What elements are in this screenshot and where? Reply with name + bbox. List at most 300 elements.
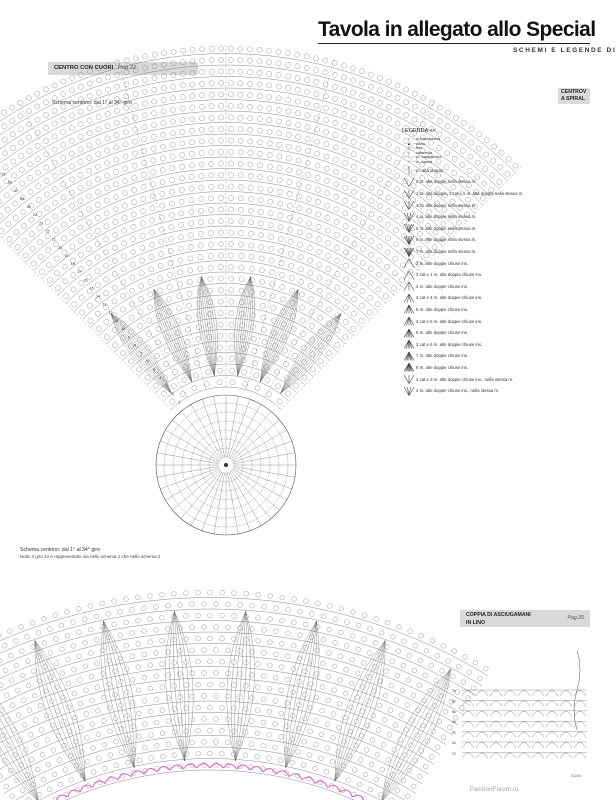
chain-loop <box>220 659 225 664</box>
chain-loop <box>285 654 290 659</box>
chain-loop <box>268 223 273 228</box>
chain-loop <box>238 649 243 654</box>
chain-loop <box>104 173 109 178</box>
chain-loop <box>43 87 48 92</box>
chain-loop <box>331 735 336 740</box>
chain-loop <box>114 96 119 101</box>
chain-loop <box>230 368 235 373</box>
edging-scallop <box>490 711 502 717</box>
chain-loop <box>248 127 253 132</box>
chain-loop <box>61 130 66 135</box>
chain-loop <box>396 649 401 654</box>
chain-loop <box>169 189 174 194</box>
highlight-edge <box>315 781 328 788</box>
chain-loop <box>62 236 67 241</box>
medallion-spoke <box>231 471 271 518</box>
chain-loop <box>450 674 455 679</box>
chain-loop <box>279 272 284 277</box>
chain-loop <box>137 734 142 739</box>
chain-loop <box>6 222 11 227</box>
chain-loop <box>171 72 176 77</box>
chain-loop <box>229 322 234 327</box>
chain-loop <box>38 703 43 708</box>
chain-loop <box>91 746 96 751</box>
chain-loop <box>90 722 95 727</box>
chain-loop <box>161 86 166 91</box>
chain-loop <box>124 106 129 111</box>
chain-loop <box>142 148 147 153</box>
chain-loop <box>342 173 347 178</box>
edging-scallop <box>560 722 572 728</box>
chain-loop <box>395 673 400 678</box>
chain-loop <box>412 91 417 96</box>
chain-loop <box>286 74 291 79</box>
chain-loop <box>244 661 249 666</box>
chain-loop <box>324 178 329 183</box>
chain-loop <box>169 201 174 206</box>
chain-loop <box>306 209 311 214</box>
chain-loop <box>251 336 256 341</box>
chain-loop <box>36 197 41 202</box>
chain-loop <box>193 373 198 378</box>
chain-loop <box>14 663 19 668</box>
chain-loop <box>78 225 83 230</box>
chain-loop <box>219 92 224 97</box>
chain-loop <box>139 258 144 263</box>
chain-loop <box>218 207 223 212</box>
chain-loop <box>369 84 374 89</box>
medallion-spoke <box>229 473 250 531</box>
chain-loop <box>368 280 373 285</box>
chain-loop <box>395 788 400 793</box>
chain-loop <box>78 160 83 165</box>
chain-loop <box>277 399 282 404</box>
chain-loop <box>301 763 306 768</box>
chain-loop <box>52 108 57 113</box>
chain-loop <box>316 237 321 242</box>
chain-loop <box>324 770 329 775</box>
chain-loop <box>136 618 141 623</box>
chain-loop <box>129 301 134 306</box>
chain-loop <box>187 279 192 284</box>
chain-loop <box>368 72 373 77</box>
chain-loop <box>44 139 49 144</box>
chain-loop <box>40 752 45 757</box>
chain-loop <box>171 96 176 101</box>
chain-loop <box>31 669 36 674</box>
chain-loop <box>104 211 109 216</box>
chain-loop <box>172 637 177 642</box>
chain-loop <box>218 265 223 270</box>
chain-loop <box>187 303 192 308</box>
chain-loop <box>196 705 201 710</box>
chain-loop <box>294 383 299 388</box>
arc-round <box>0 724 422 784</box>
chain-loop <box>112 299 117 304</box>
chain-loop <box>388 708 393 713</box>
edging-row-number: 6c <box>452 699 456 704</box>
row-number: 12 <box>108 310 113 315</box>
chain-loop <box>308 729 313 734</box>
chain-loop <box>309 612 314 617</box>
chain-loop <box>9 678 14 683</box>
chain-loop <box>249 719 254 724</box>
chain-loop <box>459 706 464 711</box>
chain-loop <box>2 123 7 128</box>
chain-loop <box>87 93 92 98</box>
stitch-symbol-icon <box>402 351 416 361</box>
arc-round <box>0 701 434 764</box>
chain-loop <box>483 666 488 671</box>
chain-loop <box>113 182 118 187</box>
chain-loop <box>133 103 138 108</box>
chain-loop <box>310 367 315 372</box>
chain-loop <box>160 203 165 208</box>
chain-loop <box>369 160 374 165</box>
stitch-symbol-icon <box>402 386 416 396</box>
chain-loop <box>124 94 129 99</box>
chain-loop <box>69 100 74 105</box>
chain-loop <box>61 195 66 200</box>
chain-loop <box>360 274 365 279</box>
chain-loop <box>136 641 141 646</box>
chain-loop <box>325 228 330 233</box>
chain-loop <box>47 262 52 267</box>
chain-loop <box>180 71 185 76</box>
chain-loop <box>303 669 308 674</box>
chain-loop <box>258 174 263 179</box>
chain-loop <box>218 311 223 316</box>
section-label-line2: IN LINO <box>466 620 486 626</box>
chain-loop <box>96 708 101 713</box>
chain-loop <box>435 745 440 750</box>
chain-loop <box>323 82 328 87</box>
chain-loop <box>351 610 356 615</box>
chain-loop <box>315 200 320 205</box>
chain-loop <box>69 151 74 156</box>
chain-loop <box>30 246 35 251</box>
edging-scallop <box>518 732 530 738</box>
chain-loop <box>148 640 153 645</box>
chain-loop <box>314 695 319 700</box>
chain-loop <box>178 258 183 263</box>
chain-loop <box>238 161 243 166</box>
chain-loop <box>153 383 158 388</box>
chain-loop <box>69 113 74 118</box>
chain-loop <box>333 157 338 162</box>
chain-loop <box>87 194 92 199</box>
chain-loop <box>323 70 328 75</box>
chain-loop <box>142 652 147 657</box>
chain-loop <box>152 52 157 57</box>
chain-loop <box>341 63 346 68</box>
chain-loop <box>179 187 184 192</box>
chain-loop <box>362 613 367 618</box>
chain-loop <box>14 230 19 235</box>
chain-loop <box>188 244 193 249</box>
chain-loop <box>220 728 225 733</box>
legend-item-label: 5 m. alte doppie nella stessa m. <box>416 225 477 231</box>
chain-loop <box>160 754 165 759</box>
chain-loop <box>95 228 100 233</box>
chain-loop <box>255 685 260 690</box>
chain-loop <box>31 782 36 787</box>
chain-loop <box>87 106 92 111</box>
chain-loop <box>315 163 320 168</box>
chain-loop <box>239 230 244 235</box>
chain-loop <box>267 153 272 158</box>
chain-loop <box>352 768 357 773</box>
chain-loop <box>10 132 15 137</box>
chain-loop <box>180 83 185 88</box>
chain-loop <box>278 225 283 230</box>
legend-item <box>402 269 587 281</box>
chain-loop <box>230 380 235 385</box>
chain-loop <box>161 97 166 102</box>
medallion-spoke <box>234 468 292 489</box>
chain-loop <box>22 238 27 243</box>
chain-loop <box>124 690 129 695</box>
row-number: 23 <box>39 221 44 226</box>
chain-loop <box>258 151 263 156</box>
chain-loop <box>218 299 223 304</box>
chain-loop <box>219 184 224 189</box>
chain-loop <box>32 693 37 698</box>
medallion-spoke <box>214 396 225 457</box>
arc-round <box>22 770 398 800</box>
chain-loop <box>375 752 380 757</box>
chain-loop <box>314 79 319 84</box>
chain-loop <box>276 49 281 54</box>
chain-loop <box>132 175 137 180</box>
chain-loop <box>254 373 259 378</box>
chain-loop <box>238 127 243 132</box>
chain-loop <box>208 751 213 756</box>
chain-loop <box>257 93 262 98</box>
chain-loop <box>238 626 243 631</box>
chain-loop <box>18 100 23 105</box>
chain-loop <box>343 319 348 324</box>
chain-loop <box>218 276 223 281</box>
chain-loop <box>260 303 265 308</box>
chain-loop <box>286 109 291 114</box>
edging-scallop <box>462 691 474 697</box>
chain-loop <box>190 625 195 630</box>
chain-loop <box>208 613 213 618</box>
chain-loop <box>386 195 391 200</box>
chain-loop <box>198 220 203 225</box>
chain-loop <box>196 682 201 687</box>
chain-loop <box>189 221 194 226</box>
chain-loop <box>148 709 153 714</box>
chain-loop <box>87 81 92 86</box>
edging-row-number: 1c <box>452 751 456 756</box>
legend-item <box>402 165 587 177</box>
chain-loop <box>196 636 201 641</box>
edging-scallop <box>490 722 502 728</box>
edging-scallop <box>546 691 558 697</box>
chain-loop <box>333 133 338 138</box>
chain-loop <box>43 665 48 670</box>
chain-loop <box>419 749 424 754</box>
chain-loop <box>219 138 224 143</box>
row-number: 2 <box>171 392 174 397</box>
chain-loop <box>267 164 272 169</box>
chain-loop <box>369 238 374 243</box>
chain-loop <box>141 160 146 165</box>
chain-loop <box>114 157 119 162</box>
chain-loop <box>256 615 261 620</box>
chain-loop <box>257 70 262 75</box>
chain-loop <box>226 694 231 699</box>
medallion-spoke <box>160 468 218 489</box>
chain-loop <box>105 99 110 104</box>
chain-loop <box>259 233 264 238</box>
chain-loop <box>343 305 348 310</box>
chain-loop <box>103 766 108 771</box>
chain-loop <box>362 637 367 642</box>
chain-loop <box>229 253 234 258</box>
chain-loop <box>308 271 313 276</box>
chain-loop <box>160 179 165 184</box>
chain-loop <box>132 163 137 168</box>
chain-loop <box>255 386 260 391</box>
chain-loop <box>267 94 272 99</box>
dot-icon: • <box>408 154 410 160</box>
edging-scallop <box>546 722 558 728</box>
chain-loop <box>68 753 73 758</box>
chain-loop <box>21 223 26 228</box>
chain-loop <box>112 272 117 277</box>
legend-title: LEGENDA << <box>402 128 436 134</box>
chain-loop <box>247 81 252 86</box>
chain-loop <box>255 731 260 736</box>
legend-item <box>402 234 587 246</box>
chain-loop <box>248 173 253 178</box>
chain-loop <box>318 780 323 785</box>
chain-loop <box>161 132 166 137</box>
chain-loop <box>261 327 266 332</box>
chain-loop <box>36 630 41 635</box>
chain-loop <box>331 712 336 717</box>
chain-loop <box>389 683 394 688</box>
chain-loop <box>45 234 50 239</box>
chain-loop <box>26 109 31 114</box>
chain-loop <box>196 336 201 341</box>
edging-scallop <box>560 743 572 749</box>
highlight-edge <box>352 795 364 800</box>
chain-loop <box>446 659 451 664</box>
oval-icon: ○ <box>407 149 411 155</box>
chain-loop <box>386 208 391 213</box>
stitch-symbol-icon <box>402 316 416 326</box>
plus-icon: + <box>407 158 411 164</box>
chain-loop <box>96 102 101 107</box>
highlight-edge <box>157 767 170 772</box>
chain-loop <box>261 743 266 748</box>
chain-loop <box>71 287 76 292</box>
edging-row-number: 4c <box>452 720 456 725</box>
chain-loop <box>3 668 8 673</box>
chain-loop <box>78 147 83 152</box>
chain-loop <box>402 639 407 644</box>
chain-loop <box>52 772 57 777</box>
legend-item-label: 3 cat e 5 m. alte doppie chiuse ins. <box>416 318 483 324</box>
chain-loop <box>71 620 76 625</box>
medallion-spoke <box>227 473 238 534</box>
chain-loop <box>182 378 187 383</box>
chain-loop <box>1 110 6 115</box>
chain-loop <box>333 169 338 174</box>
legend-item-label: 2 m. alte doppie chiuse ins. <box>416 260 469 266</box>
chain-loop <box>305 148 310 153</box>
chain-loop <box>287 168 292 173</box>
chain-loop <box>105 136 110 141</box>
chain-loop <box>123 154 128 159</box>
chain-loop <box>229 311 234 316</box>
chain-loop <box>124 643 129 648</box>
chain-loop <box>61 155 66 160</box>
chain-loop <box>189 209 194 214</box>
chain-loop <box>262 339 267 344</box>
chain-loop <box>243 684 248 689</box>
chain-loop <box>285 677 290 682</box>
chain-loop <box>377 88 382 93</box>
legend-item-label: 3 cat e 1 m. alta doppia chiuse ins. <box>416 272 483 278</box>
legend-item-label: 5 m. alte doppie chiuse ins. <box>416 306 469 312</box>
chain-loop <box>100 601 105 606</box>
chain-loop <box>332 664 337 669</box>
chain-loop <box>273 675 278 680</box>
chain-loop <box>46 762 51 767</box>
chain-loop <box>220 705 225 710</box>
stitch-symbol-icon <box>402 177 416 187</box>
chain-loop <box>149 756 154 761</box>
chain-loop <box>118 609 123 614</box>
chain-loop <box>140 246 145 251</box>
chain-loop <box>274 369 279 374</box>
chain-loop <box>219 751 224 756</box>
chain-loop <box>374 616 379 621</box>
edging-scallop <box>560 732 572 738</box>
chain-loop <box>343 691 348 696</box>
chain-loop <box>355 671 360 676</box>
chain-loop <box>130 249 135 254</box>
chain-loop <box>132 187 137 192</box>
edging-scallop <box>546 753 558 759</box>
edging-scallop <box>546 701 558 707</box>
chain-loop <box>95 215 100 220</box>
chain-loop <box>184 591 189 596</box>
chain-loop <box>290 288 295 293</box>
chain-loop <box>422 698 427 703</box>
fan-divider <box>118 59 206 390</box>
chain-loop <box>104 319 109 324</box>
chain-loop <box>199 185 204 190</box>
chain-loop <box>61 695 66 700</box>
chain-loop <box>326 293 331 298</box>
chain-loop <box>276 107 281 112</box>
chain-loop <box>78 185 83 190</box>
chain-loop <box>69 203 74 208</box>
chain-loop <box>386 92 391 97</box>
chain-loop <box>0 185 1 190</box>
chain-loop <box>140 233 145 238</box>
chain-loop <box>104 185 109 190</box>
legend-item-label: 3 cat e 4 m. alte doppie chiuse ins. <box>416 295 483 301</box>
chain-loop <box>190 70 195 75</box>
medallion-spoke <box>160 441 218 462</box>
